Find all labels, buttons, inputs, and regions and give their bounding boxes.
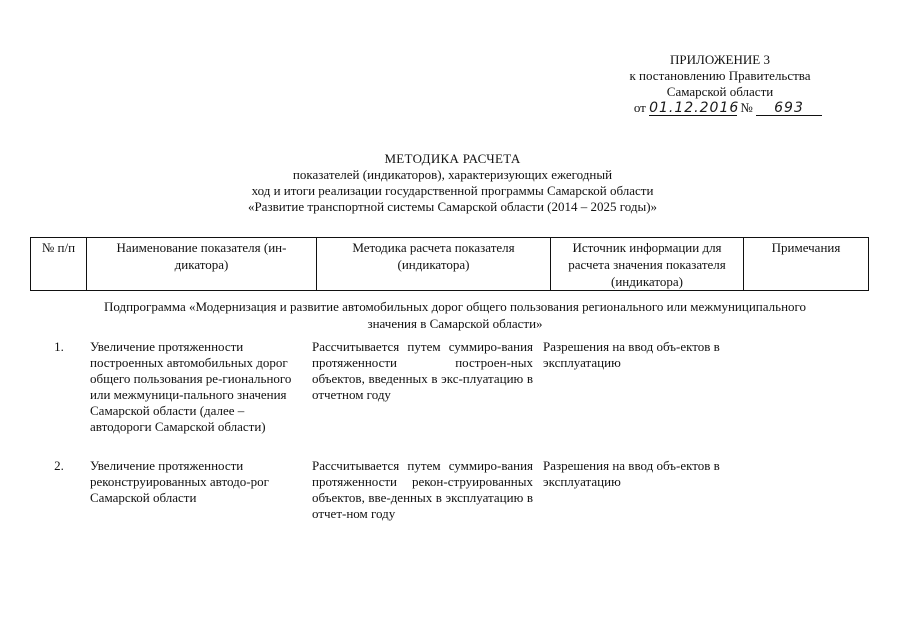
heading-line-1: показателей (индикаторов), характеризующих ежегодный (292, 167, 613, 182)
row-2-number: 2. (54, 458, 64, 473)
subprogram-title: Подпрограмма «Модернизация и развитие автомобильных дорог общего пользования регионального или межмуниципального значения в Самарской области» (103, 299, 807, 331)
row-2-calculation-method: Рассчитывается путем суммиро-вания протяженности рекон-струированных объектов, вве-денных в эксплуатацию в отчет-ном году (312, 458, 533, 521)
header-calculation-method: Методика расчета показателя (индикатора) (317, 238, 551, 291)
document-heading (150, 151, 755, 215)
row-2-information-source: Разрешения на ввод объ-ектов в эксплуатацию (543, 458, 720, 489)
appendix-title: ПРИЛОЖЕНИЕ 3 (670, 52, 770, 67)
row-1-information-source: Разрешения на ввод объ-ектов в эксплуатацию (543, 339, 720, 370)
handwritten-number: 693 (756, 101, 822, 116)
appendix-region-line: Самарской области (666, 84, 774, 99)
handwritten-date: 01.12.2016 (649, 100, 740, 116)
header-number: № п/п (31, 238, 87, 291)
heading-line-3: «Развитие транспортной системы Самарской области (2014 – 2025 годы)» (247, 199, 658, 214)
appendix-date-line (600, 100, 840, 116)
row-2-indicator-name: Увеличение протяженности реконструированных автодо-рог Самарской области (90, 458, 269, 505)
number-label: № (740, 100, 753, 115)
header-notes: Примечания (744, 238, 869, 291)
from-label: от (633, 100, 646, 115)
header-indicator-name: Наименование показателя (ин-дикатора) (87, 238, 317, 291)
row-1-indicator-name: Увеличение протяженности построенных автомобильных дорог общего пользования ре-гионального или межмуници-пального значения Самарской области (далее – автодороги Самарской области) (90, 339, 292, 434)
heading-line-2: ход и итоги реализации государственной программы Самарской области (251, 183, 654, 198)
indicator-table-header (30, 237, 869, 291)
appendix-header (600, 52, 840, 116)
row-1-number: 1. (54, 339, 64, 354)
document-title: МЕТОДИКА РАСЧЕТА (384, 151, 521, 166)
appendix-resolution-line: к постановлению Правительства (629, 68, 811, 83)
row-1-calculation-method: Рассчитывается путем суммиро-вания протяженности построен-ных объектов, введенных в экс-плуатацию в отчетном году (312, 339, 533, 402)
table-header-row (31, 238, 869, 291)
header-information-source: Источник информации для расчета значения показателя (индикатора) (551, 238, 744, 291)
